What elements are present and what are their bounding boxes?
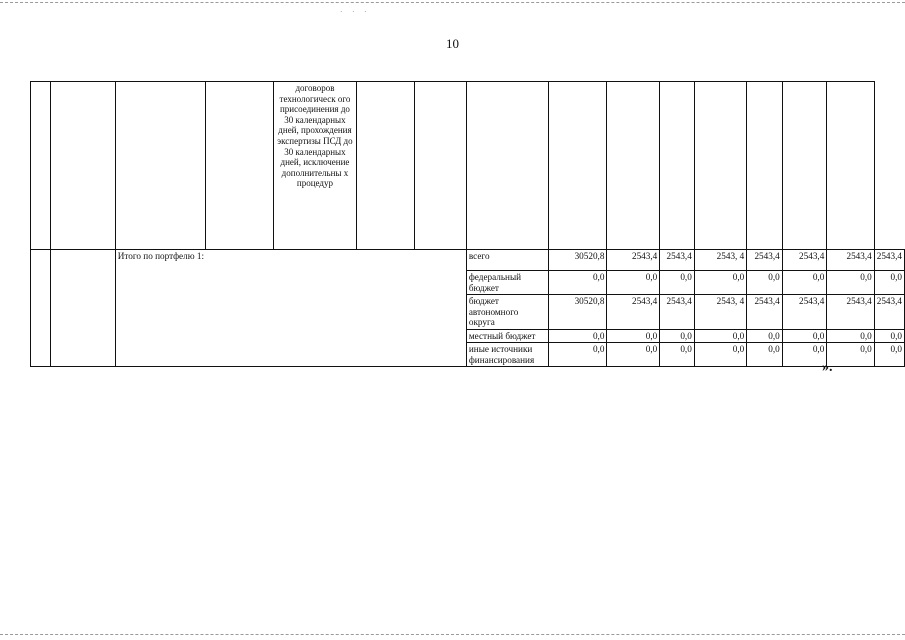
value-cell: 2543,4	[874, 295, 904, 330]
cell-empty	[205, 82, 274, 250]
cell-empty	[660, 82, 695, 250]
source-label: иные источники финансирования	[466, 343, 548, 367]
cell-empty	[356, 82, 415, 250]
total-label: Итого по портфелю 1:	[115, 250, 466, 367]
value-cell: 2543,4	[782, 250, 827, 271]
value-cell: 0,0	[694, 329, 746, 343]
cell-empty	[694, 82, 746, 250]
description-row	[31, 82, 905, 250]
budget-table	[30, 81, 905, 367]
value-cell: 0,0	[827, 343, 874, 367]
value-cell: 0,0	[607, 271, 660, 295]
scan-edge-bottom	[0, 634, 905, 636]
value-cell: 2543,4	[607, 250, 660, 271]
value-cell: 0,0	[660, 343, 695, 367]
cell-empty	[607, 82, 660, 250]
source-label: всего	[466, 250, 548, 271]
value-cell: 0,0	[747, 329, 782, 343]
value-cell: 0,0	[874, 343, 904, 367]
measure-description: договоров технологическ ого присоединения до 30 календарных дней, прохождения экспертизы ПСД до 30 календарных дней, исключение дополнительны х процедур	[274, 82, 356, 250]
value-cell: 0,0	[827, 329, 874, 343]
value-cell: 0,0	[874, 271, 904, 295]
closing-quote-mark: ».	[822, 360, 833, 375]
cell-empty	[50, 250, 115, 367]
value-cell: 30520,8	[548, 295, 607, 330]
cell-empty	[50, 82, 115, 250]
cell-empty	[31, 82, 51, 250]
cell-empty	[782, 82, 827, 250]
value-cell: 0,0	[747, 271, 782, 295]
source-label: местный бюджет	[466, 329, 548, 343]
value-cell: 0,0	[548, 271, 607, 295]
cell-empty	[415, 82, 466, 250]
value-cell: 0,0	[782, 271, 827, 295]
value-cell: 2543,4	[660, 250, 695, 271]
value-cell: 0,0	[660, 271, 695, 295]
value-cell: 0,0	[548, 329, 607, 343]
cell-empty	[827, 82, 874, 250]
scan-specks: · · ·	[340, 8, 371, 16]
value-cell: 0,0	[782, 343, 827, 367]
total-row-all	[31, 250, 905, 271]
cell-empty	[466, 82, 548, 250]
cell-empty	[548, 82, 607, 250]
value-cell: 2543,4	[607, 295, 660, 330]
value-cell: 2543,4	[660, 295, 695, 330]
value-cell: 0,0	[782, 329, 827, 343]
value-cell: 2543, 4	[694, 295, 746, 330]
cell-empty	[115, 82, 205, 250]
value-cell: 0,0	[607, 329, 660, 343]
cell-empty	[747, 82, 782, 250]
value-cell: 2543, 4	[694, 250, 746, 271]
value-cell: 2543,4	[874, 250, 904, 271]
value-cell: 0,0	[660, 329, 695, 343]
value-cell: 0,0	[747, 343, 782, 367]
value-cell: 0,0	[827, 271, 874, 295]
scan-edge-top	[0, 2, 905, 4]
page-number: 10	[446, 36, 459, 51]
value-cell: 30520,8	[548, 250, 607, 271]
value-cell: 2543,4	[747, 295, 782, 330]
value-cell: 2543,4	[747, 250, 782, 271]
value-cell: 0,0	[694, 343, 746, 367]
value-cell: 0,0	[874, 329, 904, 343]
value-cell: 0,0	[607, 343, 660, 367]
value-cell: 0,0	[694, 271, 746, 295]
value-cell: 2543,4	[827, 295, 874, 330]
source-label: федеральный бюджет	[466, 271, 548, 295]
source-label: бюджет автономного округа	[466, 295, 548, 330]
value-cell: 2543,4	[782, 295, 827, 330]
cell-empty	[31, 250, 51, 367]
value-cell: 0,0	[548, 343, 607, 367]
value-cell: 2543,4	[827, 250, 874, 271]
